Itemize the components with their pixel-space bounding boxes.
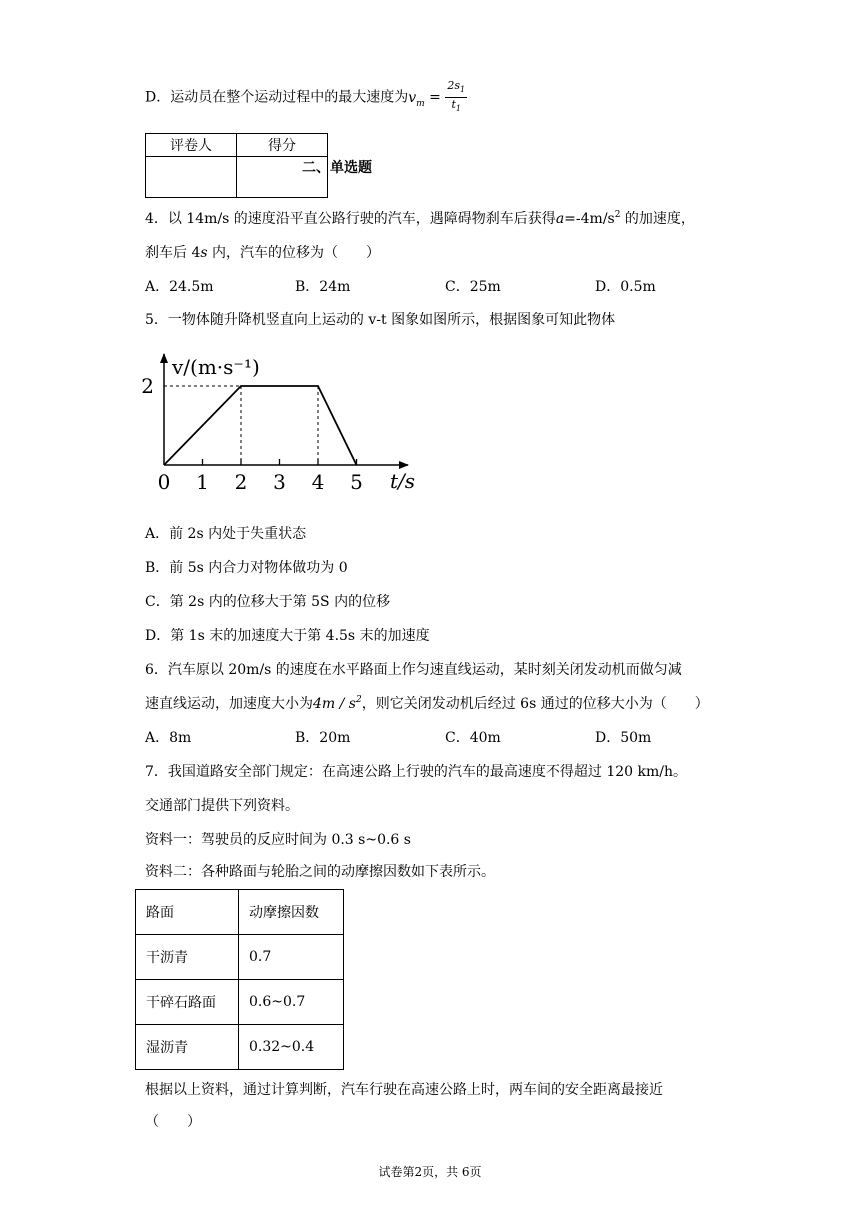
- formula-eq: =: [424, 89, 446, 106]
- x-axis-label: t/s: [390, 469, 416, 493]
- x-tick-label: 2: [234, 470, 248, 494]
- q4-stem-line1: 4．以 14m/s 的速度沿平直公路行驶的汽车，遇障碍物刹车后获得$a=-4m/s^2$ 的加速度，: [145, 210, 695, 227]
- q4-option-c: C．25m: [445, 279, 501, 295]
- q4-option-d: D．0.5m: [595, 279, 656, 295]
- q6-option-b: B．20m: [295, 730, 351, 746]
- friction-table-cell: 干碎石路面: [136, 980, 239, 1025]
- q7-stem-line1: 7．我国道路安全部门规定：在高速公路上行驶的汽车的最高速度不得超过 120 km/h。: [145, 764, 688, 780]
- x-tick-label: 4: [311, 470, 325, 494]
- q7-material-1: 资料一：驾驶员的反应时间为 0.3 s~0.6 s: [145, 832, 411, 848]
- score-table-reviewer: 评卷人: [146, 134, 237, 157]
- x-tick-label: 1: [196, 470, 209, 494]
- friction-table-cell: 干沥青: [136, 935, 239, 980]
- x-tick-label: 5: [350, 470, 363, 494]
- q7-stem-line5: 根据以上资料，通过计算判断，汽车行驶在高速公路上时，两车间的安全距离最接近: [145, 1082, 663, 1098]
- max-speed-fraction: $\frac{2s_1}{t_1}$: [447, 79, 466, 114]
- q5-option-d: D．第 1s 末的加速度大于第 4.5s 末的加速度: [145, 628, 430, 644]
- q7-material-2: 资料二：各种路面与轮胎之间的动摩擦因数如下表所示。: [145, 864, 495, 880]
- page-footer: 试卷第2页，共 6页: [378, 1165, 482, 1179]
- q4-option-a: A．24.5m: [145, 279, 214, 295]
- vt-graph: [140, 348, 430, 498]
- table-row: [136, 935, 344, 980]
- friction-table: [135, 889, 344, 1070]
- section-title: 二、单选题: [302, 160, 372, 176]
- friction-table-cell: 湿沥青: [136, 1025, 239, 1070]
- y-tick-label: 2: [141, 374, 154, 398]
- q6-stem-line1: 6．汽车原以 20m/s 的速度在水平路面上作匀速直线运动，某时刻关闭发动机而做匀减: [145, 662, 682, 678]
- score-table-score: 得分: [237, 134, 328, 157]
- q6-option-d: D．50m: [595, 730, 652, 746]
- x-tick-label: 3: [273, 470, 286, 494]
- friction-table-header-surface: 路面: [136, 890, 239, 935]
- y-axis-label: v/(m·s⁻¹): [172, 355, 260, 379]
- q3-option-d: [145, 79, 467, 116]
- formula-lhs: $v_m$: [408, 89, 425, 109]
- q7-answer-bracket: （ ）: [145, 1114, 201, 1130]
- q4-stem-line2: 刹车后 4s 内，汽车的位移为（ ）: [145, 245, 380, 261]
- table-row: [136, 890, 344, 935]
- friction-table-cell: 0.32~0.4: [239, 1025, 344, 1070]
- q5-option-a: A．前 2s 内处于失重状态: [145, 526, 307, 542]
- q4-option-b: B．24m: [295, 279, 351, 295]
- score-table-reviewer-cell: [146, 157, 237, 198]
- table-row: [136, 1025, 344, 1070]
- x-tick-label: 0: [157, 470, 171, 494]
- q5-option-c: C．第 2s 内的位移大于第 5S 内的位移: [145, 594, 391, 610]
- q6-option-a: A．8m: [145, 730, 192, 746]
- q6-stem-line2: 速直线运动，加速度大小为$4m / s^2$，则它关闭发动机后经过 6s 通过的位移大小为（ ）: [145, 695, 709, 712]
- friction-table-cell: 0.6~0.7: [239, 980, 344, 1025]
- table-row: [136, 980, 344, 1025]
- friction-table-header-coefficient: 动摩擦因数: [239, 890, 344, 935]
- q5-stem: 5．一物体随升降机竖直向上运动的 v-t 图象如图所示，根据图象可知此物体: [145, 312, 616, 328]
- friction-table-cell: 0.7: [239, 935, 344, 980]
- q5-option-b: B．前 5s 内合力对物体做功为 0: [145, 560, 348, 576]
- score-table: [145, 133, 328, 198]
- q3-option-d-text: D．运动员在整个运动过程中的最大速度为: [145, 89, 409, 106]
- q7-stem-line2: 交通部门提供下列资料。: [145, 798, 299, 814]
- series-line: [164, 386, 357, 465]
- q6-option-c: C．40m: [445, 730, 501, 746]
